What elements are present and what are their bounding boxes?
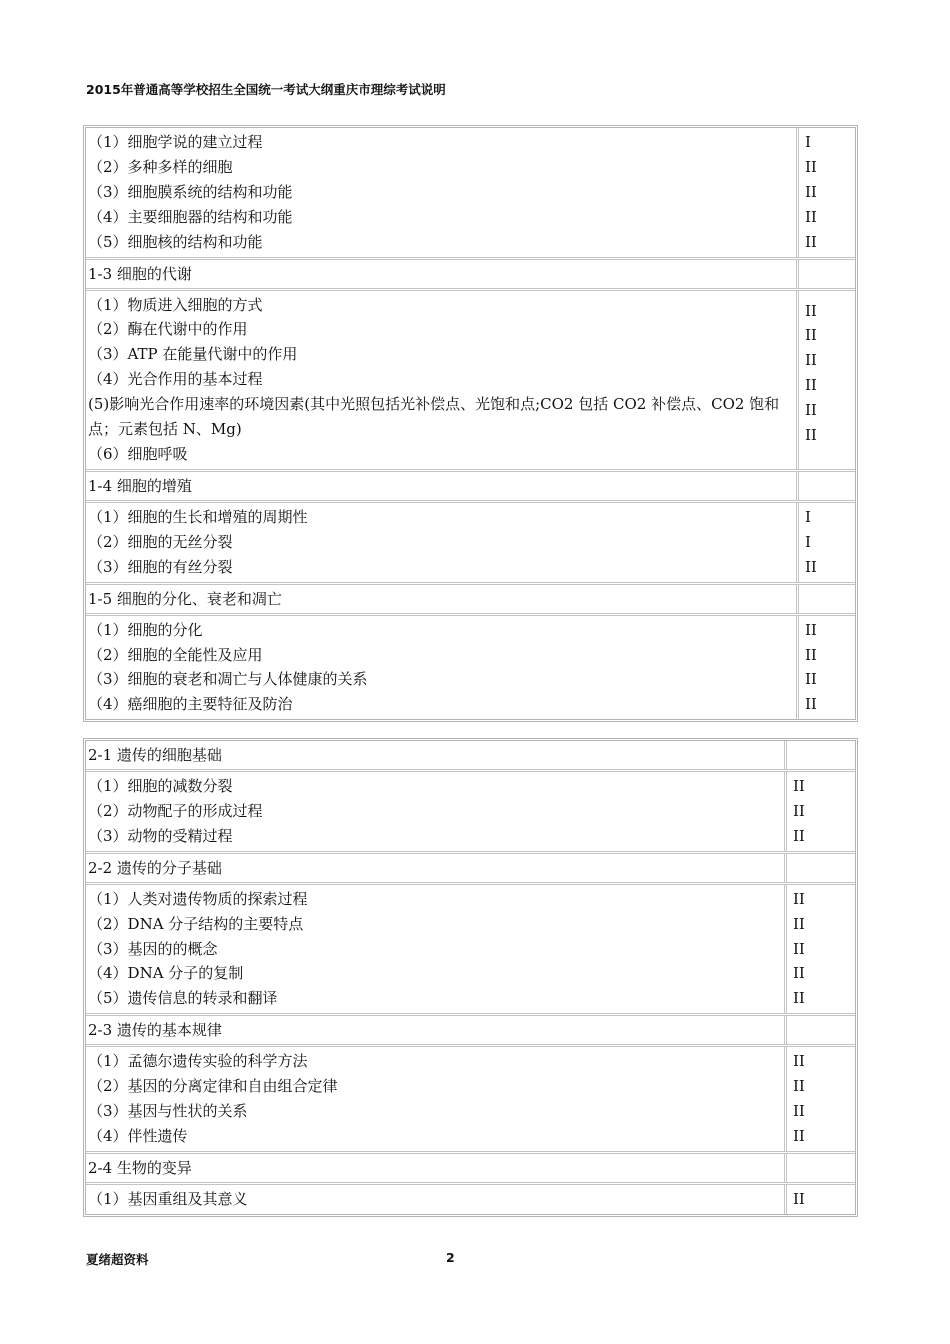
list-item: （1）基因重组及其意义: [88, 1189, 248, 1208]
section-title: 2-2 遗传的分子基础: [88, 858, 222, 877]
level-value: II: [805, 351, 817, 370]
level-value: II: [793, 914, 805, 933]
level-value: II: [805, 232, 817, 251]
level-value: II: [805, 182, 817, 201]
list-item: （1）细胞的生长和增殖的周期性: [88, 507, 308, 526]
list-item: （3）细胞的衰老和凋亡与人体健康的关系: [88, 670, 368, 689]
level-value: I: [805, 507, 811, 526]
level-value: II: [793, 1077, 805, 1096]
item-group: [86, 885, 855, 1017]
list-item: （4）光合作用的基本过程: [88, 370, 263, 389]
list-item: （2）基因的分离定律和自由组合定律: [88, 1077, 338, 1096]
level-value: II: [793, 889, 805, 908]
list-item: （4）DNA 分子的复制: [88, 964, 244, 983]
list-item: （1）细胞的减数分裂: [88, 777, 233, 795]
footer-author: 夏绪超资料: [86, 1252, 149, 1267]
syllabus-table-2: [83, 738, 858, 1217]
section-title: 2-1 遗传的细胞基础: [88, 746, 222, 764]
list-item: （1）人类对遗传物质的探索过程: [88, 889, 308, 908]
list-item: （3）细胞膜系统的结构和功能: [88, 182, 293, 201]
level-value: II: [793, 1102, 805, 1121]
item-group: [86, 291, 855, 472]
level-value: II: [793, 777, 805, 795]
level-value: II: [793, 826, 805, 845]
syllabus-table-1: [83, 125, 858, 722]
section-row: [86, 1016, 855, 1047]
section-title: 2-4 生物的变异: [88, 1158, 192, 1177]
item-group: [86, 1047, 855, 1154]
level-value: I: [805, 133, 811, 151]
level-value: II: [805, 426, 817, 445]
item-group: [86, 128, 855, 260]
list-item: （5）遗传信息的转录和翻译: [88, 989, 278, 1008]
level-value: II: [805, 695, 817, 714]
list-item: （1）物质进入细胞的方式: [88, 295, 263, 314]
item-group: [86, 772, 855, 854]
level-value: II: [805, 376, 817, 395]
page-number: 2: [446, 1250, 455, 1265]
list-item: （2）细胞的无丝分裂: [88, 532, 233, 551]
section-row: [86, 741, 855, 772]
list-item: （4）伴性遗传: [88, 1126, 188, 1145]
section-title: 1-4 细胞的增殖: [88, 476, 192, 495]
level-value: II: [805, 557, 817, 576]
level-value: II: [805, 645, 817, 664]
list-item: （6）细胞呼吸: [88, 444, 188, 463]
list-item: （5）细胞核的结构和功能: [88, 232, 263, 251]
list-item: （4）癌细胞的主要特征及防治: [88, 695, 293, 714]
section-row: [86, 585, 855, 616]
item-group: [86, 1185, 855, 1214]
list-item: （2）多种多样的细胞: [88, 157, 233, 176]
item-group: [86, 616, 855, 720]
level-value: II: [793, 1126, 805, 1145]
section-row: [86, 260, 855, 291]
level-value: II: [805, 670, 817, 689]
section-row: [86, 854, 855, 885]
level-value: II: [805, 301, 817, 320]
list-item: （3）ATP 在能量代谢中的作用: [88, 345, 298, 364]
list-item: （2）DNA 分子结构的主要特点: [88, 914, 304, 933]
level-value: II: [793, 801, 805, 820]
list-item: （3）基因与性状的关系: [88, 1102, 248, 1121]
list-item: (5)影响光合作用速率的环境因素(其中光照包括光补偿点、光饱和点;CO2 包括 CO2 补偿点、CO2 饱和点；元素包括 N、Mg): [88, 395, 780, 439]
list-item: （2）细胞的全能性及应用: [88, 645, 263, 664]
list-item: （2）动物配子的形成过程: [88, 801, 263, 820]
item-group: [86, 503, 855, 585]
level-value: II: [805, 157, 817, 176]
list-item: （1）细胞学说的建立过程: [88, 133, 263, 151]
section-row: [86, 472, 855, 503]
level-value: II: [793, 1189, 805, 1208]
list-item: （3）细胞的有丝分裂: [88, 557, 233, 576]
section-title: 1-3 细胞的代谢: [88, 264, 192, 283]
level-value: II: [805, 401, 817, 420]
level-value: II: [793, 939, 805, 958]
page-header: 2015年普通高等学校招生全国统一考试大纲重庆市理综考试说明: [86, 82, 446, 97]
section-row: [86, 1154, 855, 1185]
list-item: （4）主要细胞器的结构和功能: [88, 207, 293, 226]
list-item: （1）孟德尔遗传实验的科学方法: [88, 1052, 308, 1071]
level-value: II: [793, 1052, 805, 1071]
list-item: （3）动物的受精过程: [88, 826, 233, 845]
level-value: II: [793, 989, 805, 1008]
level-value: I: [805, 532, 811, 551]
list-item: （3）基因的的概念: [88, 939, 218, 958]
list-item: （1）细胞的分化: [88, 620, 203, 639]
list-item: （2）酶在代谢中的作用: [88, 320, 248, 339]
level-value: II: [793, 964, 805, 983]
level-value: II: [805, 207, 817, 226]
level-value: II: [805, 620, 817, 639]
section-title: 1-5 细胞的分化、衰老和凋亡: [88, 589, 282, 608]
level-value: II: [805, 326, 817, 345]
section-title: 2-3 遗传的基本规律: [88, 1021, 222, 1040]
